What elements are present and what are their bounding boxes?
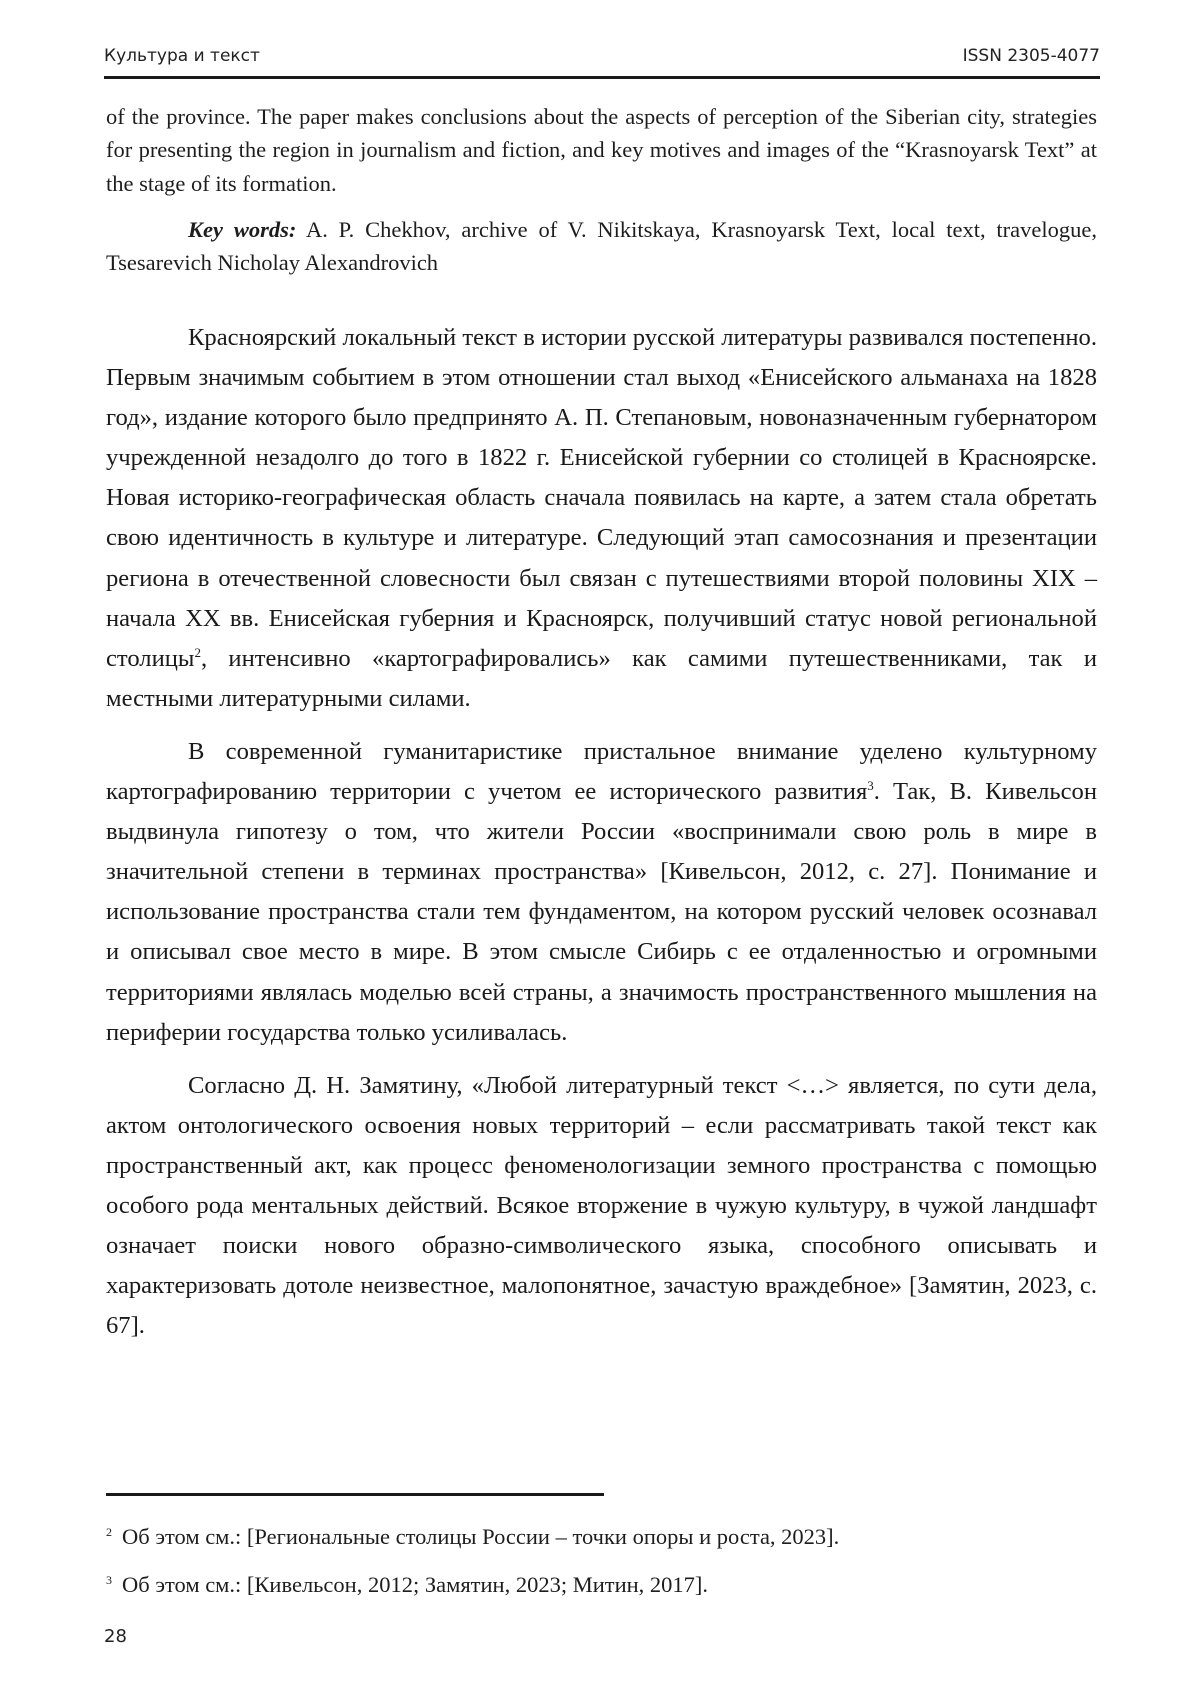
paragraph-text: . Так, В. Кивельсон выдвинула гипотезу о том, что жители России «воспринимали свою роль в мире в значительной степени в терминах пространства» [Кивельсон, 2012, с. 27]. Понимание и использование пространства стали тем фундаментом, на котором русский человек осознавал и описывал свое место в мире. В этом смысле Сибирь с ее отдаленностью и огромными территориями являлась моделью всей страны, а значимость пространственного мышления на периферии государства только усиливалась. [106,778,1097,1046]
header-rule [104,76,1100,79]
keywords-paragraph [106,213,1097,280]
page-number: 28 [104,1626,127,1647]
english-abstract [106,100,1097,279]
footnote-separator [106,1493,604,1496]
footnote-2 [106,1520,1097,1554]
keywords-list: A. P. Chekhov, archive of V. Nikitskaya, Krasnoyarsk Text, local text, travelogue, Tsesarevich Nicholay Alexandrovich [106,216,1097,276]
paragraph-text: , интенсивно «картографировались» как самими путешественниками, так и местными литературными силами. [106,644,1097,712]
abstract-tail: of the province. The paper makes conclusions about the aspects of perception of the Siberian city, strategies for presenting the region in journalism and fiction, and key motives and images of the “Krasnoyarsk Text” at the stage of its formation. [106,104,1097,196]
running-header [104,44,1100,74]
footnote-number: 3 [106,1573,112,1587]
body-paragraph-1 [106,318,1097,719]
footnote-text: Об этом см.: [Региональные столицы России – точки опоры и роста, 2023]. [122,1524,840,1549]
footnote-ref-3[interactable]: 3 [867,778,874,794]
footnote-3 [106,1568,1097,1602]
footnote-number: 2 [106,1525,112,1539]
paragraph-text: В современной гуманитаристике пристальное внимание уделено культурному картографированию территории с учетом ее исторического развития [106,737,1097,806]
footnote-ref-2[interactable]: 2 [194,644,201,660]
keywords-label: Key words: [188,216,297,242]
issn-label: ISSN 2305-4077 [962,46,1100,66]
body-paragraph-2 [106,732,1097,1053]
journal-title: Культура и текст [104,46,260,66]
footnotes [106,1520,1097,1602]
footnote-text: Об этом см.: [Кивельсон, 2012; Замятин, 2023; Митин, 2017]. [122,1572,709,1597]
paragraph-text: Красноярский локальный текст в истории русской литературы развивался постепенно. Первым значимым событием в этом отношении стал выход «Енисейского альманаха на 1828 год», издание которого было предпринято А. П. Степановым, новоназначенным губернатором учрежденной незадолго до того в 1822 г. Енисейской губернии со столицей в Красноярске. Новая историко-географическая область сначала появилась на карте, а затем стала обретать свою идентичность в культуре и литературе. Следующий этап самосознания и презентации региона в отечественной словесности был связан с путешествиями второй половины XIX – начала XX вв. Енисейская губерния и Красноярск, получивший статус новой региональной столицы [106,324,1097,672]
body-paragraph-3: Согласно Д. Н. Замятину, «Любой литературный текст <…> является, по сути дела, актом онтологического освоения новых территорий – если рассматривать такой текст как пространственный акт, как процесс феноменологизации земного пространства с помощью особого рода ментальных действий. Всякое вторжение в чужую культуру, в чужой ландшафт означает поиски нового образно-символического языка, способного описывать и характеризовать дотоле неизвестное, малопонятное, зачастую враждебное» [Замятин, 2023, с. 67]. [106,1071,1097,1340]
article-body [106,318,1097,1346]
